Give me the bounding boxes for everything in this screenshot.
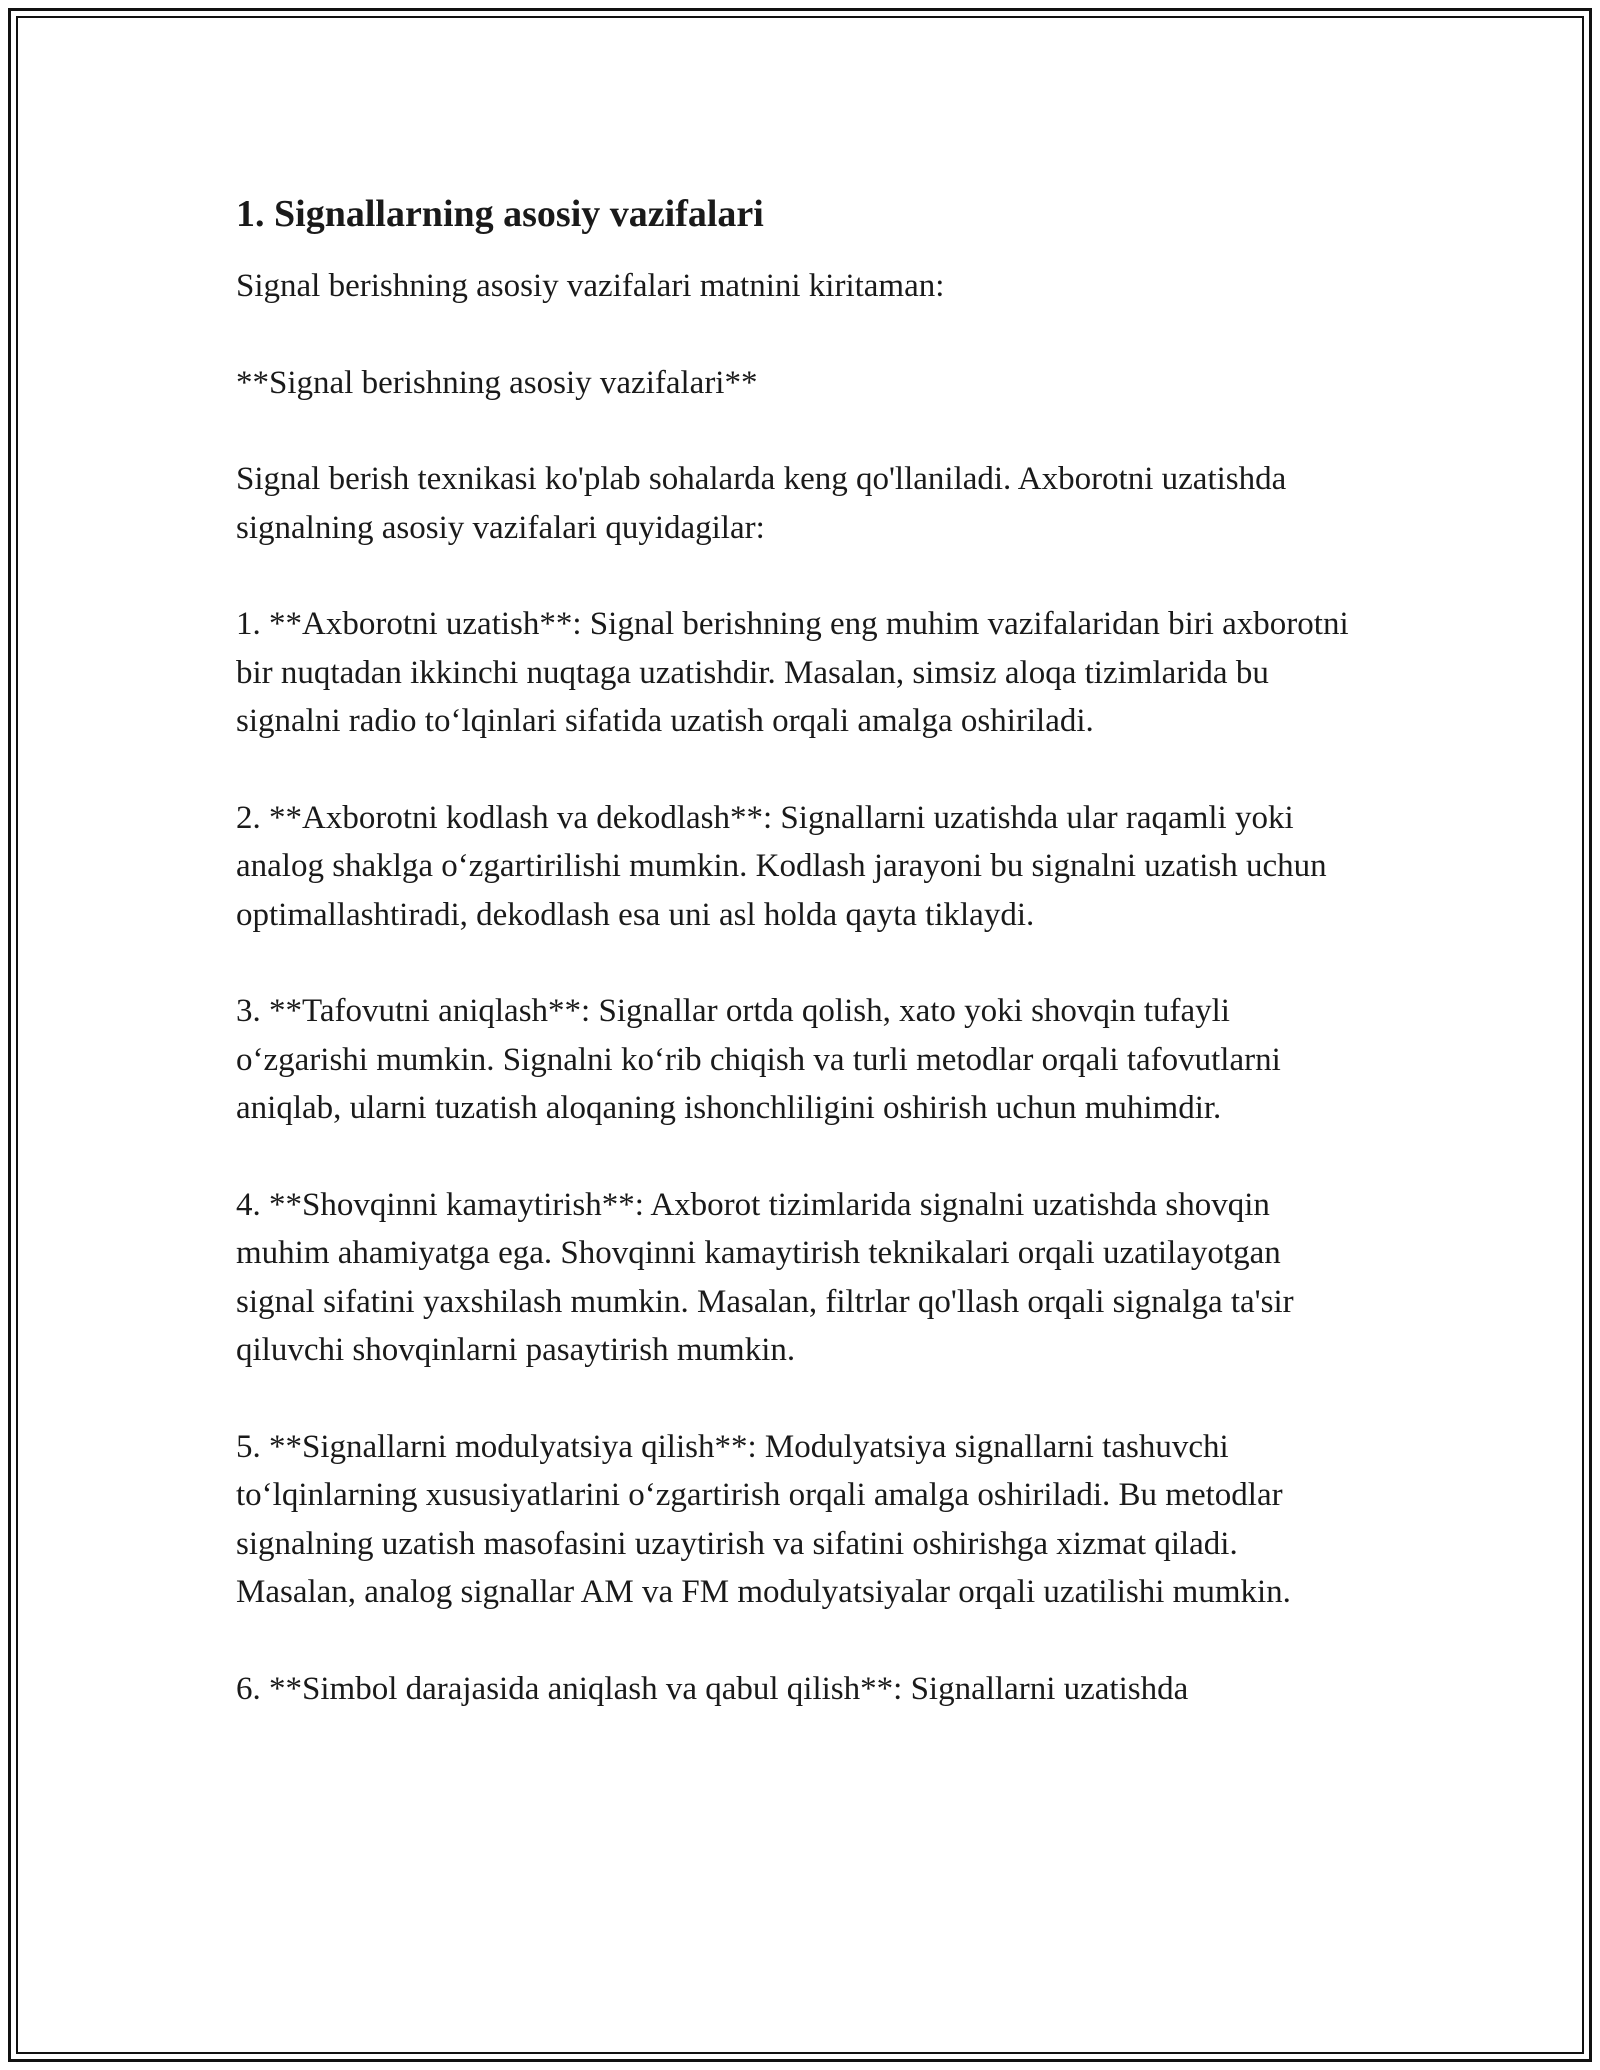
list-item-3: 3. **Tafovutni aniqlash**: Signallar ortda qolish, xato yoki shovqin tufayli o‘zgarishi mumkin. Signalni ko‘rib chiqish va turli metodlar orqali tafovutlarni aniqlab, ularni tuzatish aloqaning ishonchliligini oshirish uchun muhimdir.	[236, 993, 1281, 1126]
list-item-1: 1. **Axborotni uzatish**: Signal berishning eng muhim vazifalaridan biri axborotni bir nuqtadan ikkinchi nuqtaga uzatishdir. Masalan, simsiz aloqa tizimlarida bu signalni radio to‘lqinlari sifatida uzatish orqali amalga oshiriladi.	[236, 606, 1349, 739]
document-body	[236, 190, 1366, 1761]
list-item-5: 5. **Signallarni modulyatsiya qilish**: Modulyatsiya signallarni tashuvchi to‘lqinlarning xususiyatlarini o‘zgartirish orqali amalga oshiriladi. Bu metodlar signalning uzatish masofasini uzaytirish va sifatini oshirishga xizmat qiladi. Masalan, analog signallar AM va FM modulyatsiyalar orqali uzatilishi mumkin.	[236, 1428, 1291, 1610]
list-item-6: 6. **Simbol darajasida aniqlash va qabul qilish**: Signallarni uzatishda	[236, 1670, 1189, 1707]
lead-paragraph: Signal berish texnikasi ko'plab sohalarda keng qo'llaniladi. Axborotni uzatishda signalning asosiy vazifalari quyidagilar:	[236, 461, 1287, 546]
intro-paragraph: Signal berishning asosiy vazifalari matnini kiritaman:	[236, 268, 945, 304]
list-item-2: 2. **Axborotni kodlash va dekodlash**: Signallarni uzatishda ular raqamli yoki analog shaklga o‘zgartirilishi mumkin. Kodlash jarayoni bu signalni uzatish uchun optimallashtiradi, dekodlash esa uni asl holda qayta tiklaydi.	[236, 799, 1327, 933]
list-item-4: 4. **Shovqinni kamaytirish**: Axborot tizimlarida signalni uzatishda shovqin muhim ahamiyatga ega. Shovqinni kamaytirish teknikalari orqali uzatilayotgan signal sifatini yaxshilash mumkin. Masalan, filtrlar qo'llash orqali signalga ta'sir qiluvchi shovqinlarni pasaytirish mumkin.	[236, 1186, 1294, 1368]
section-heading: 1. Signallarning asosiy vazifalari	[236, 193, 764, 235]
subtitle-paragraph: **Signal berishning asosiy vazifalari**	[236, 364, 758, 401]
